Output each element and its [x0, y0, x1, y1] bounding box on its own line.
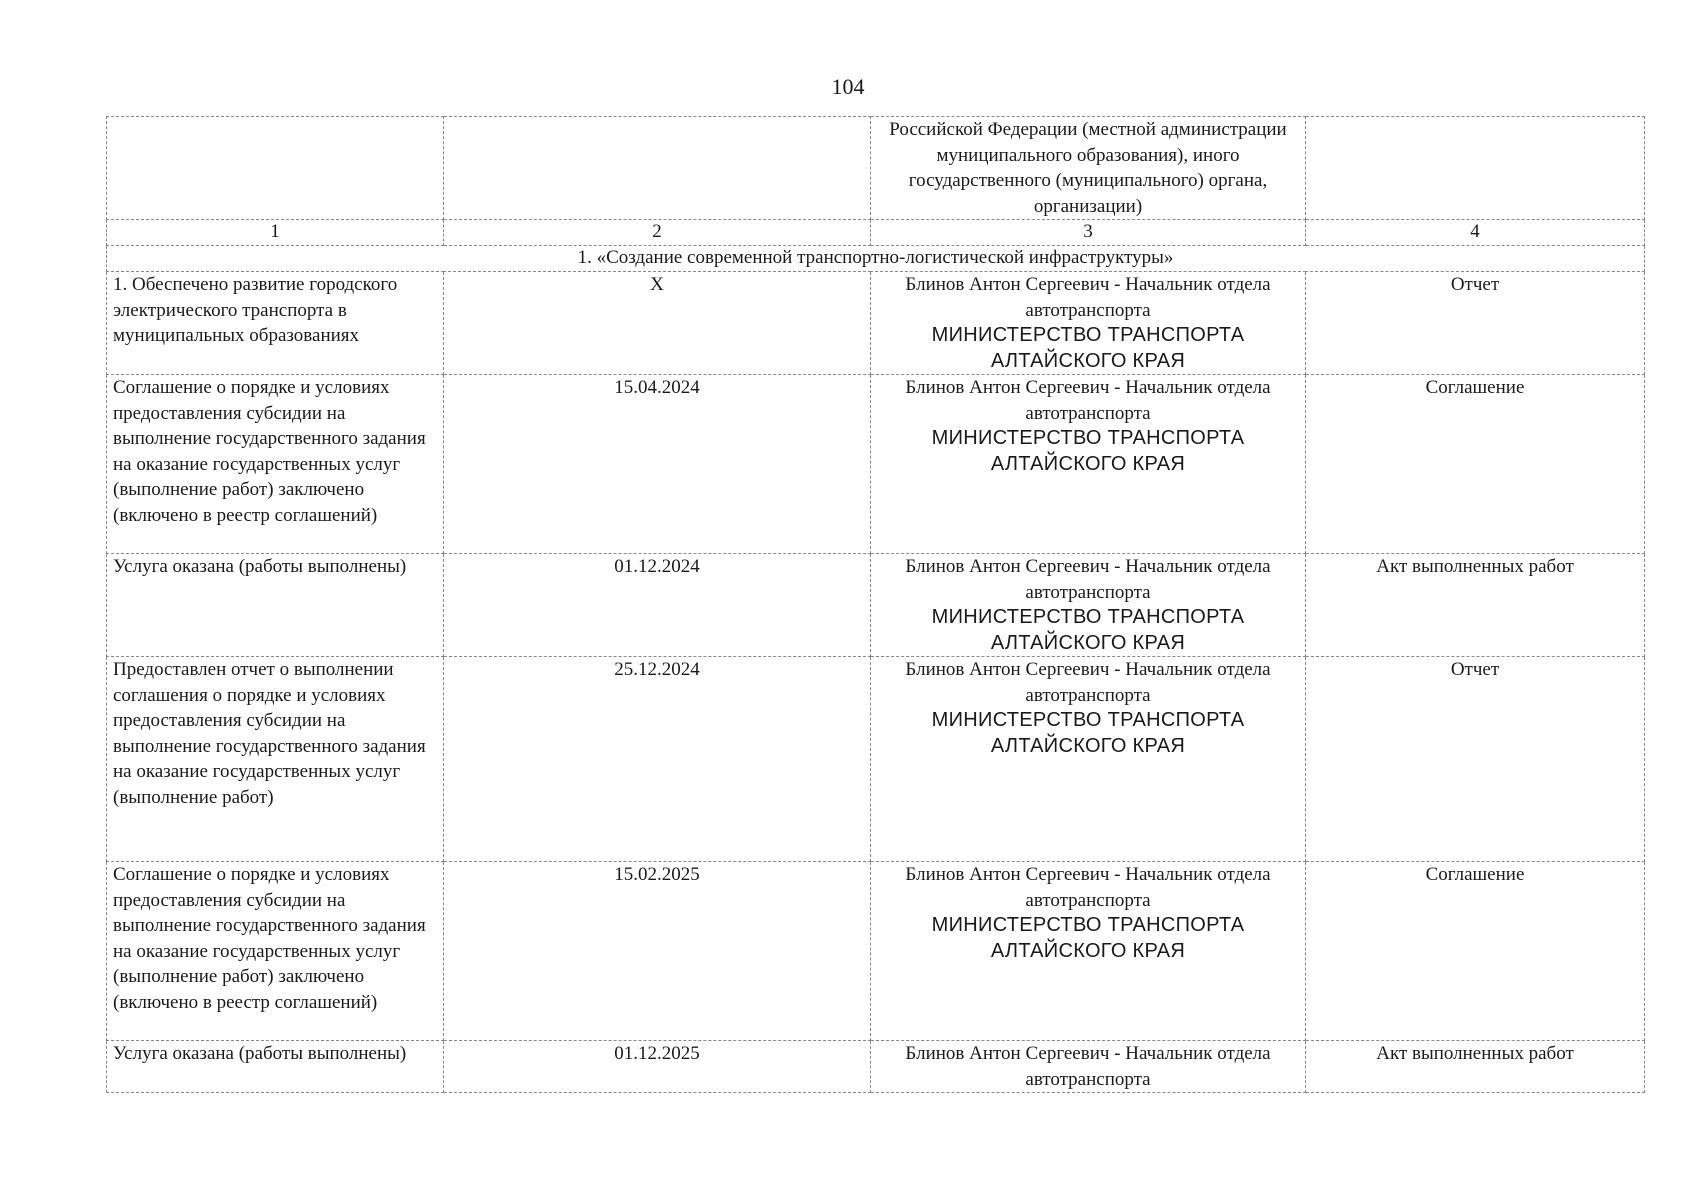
date-cell: 15.02.2025: [444, 862, 871, 1041]
responsible-org: МИНИСТЕРСТВО ТРАНСПОРТА АЛТАЙСКОГО КРАЯ: [931, 709, 1245, 757]
column-number: 3: [871, 220, 1306, 246]
table-row: [107, 1041, 1645, 1093]
column-number: 4: [1306, 220, 1645, 246]
section-title: 1. «Создание современной транспортно-логистической инфраструктуры»: [107, 246, 1645, 272]
responsible-person: Блинов Антон Сергеевич - Начальник отдела автотранспорта: [905, 377, 1271, 424]
event-cell: Предоставлен отчет о выполнении соглашения о порядке и условиях предоставления субсидии на выполнение государственного задания на оказание государственных услуг (выполнение работ): [107, 657, 444, 862]
responsible-cell: [871, 272, 1306, 375]
table-row: [107, 657, 1645, 862]
responsible-person: Блинов Антон Сергеевич - Начальник отдела автотранспорта: [905, 556, 1271, 603]
document-cell: Отчет: [1306, 657, 1645, 862]
responsible-org: МИНИСТЕРСТВО ТРАНСПОРТА АЛТАЙСКОГО КРАЯ: [931, 427, 1245, 475]
responsible-person: Блинов Антон Сергеевич - Начальник отдела автотранспорта: [905, 1043, 1271, 1090]
header-cell-2: [444, 117, 871, 220]
header-cell-1: [107, 117, 444, 220]
document-cell: Акт выполненных работ: [1306, 1041, 1645, 1093]
document-cell: Отчет: [1306, 272, 1645, 375]
responsible-cell: [871, 554, 1306, 657]
date-cell: 25.12.2024: [444, 657, 871, 862]
responsible-cell: [871, 862, 1306, 1041]
date-cell: X: [444, 272, 871, 375]
responsible-cell: [871, 657, 1306, 862]
date-cell: 15.04.2024: [444, 375, 871, 554]
date-cell: 01.12.2025: [444, 1041, 871, 1093]
table-row: [107, 862, 1645, 1041]
event-cell: Услуга оказана (работы выполнены): [107, 1041, 444, 1093]
date-cell: 01.12.2024: [444, 554, 871, 657]
column-number: 2: [444, 220, 871, 246]
event-cell: Соглашение о порядке и условиях предоставления субсидии на выполнение государственного задания на оказание государственных услуг (выполнение работ) заключено (включено в реестр соглашений): [107, 375, 444, 554]
table-row: [107, 375, 1645, 554]
document-cell: Соглашение: [1306, 375, 1645, 554]
table-row: [107, 272, 1645, 375]
control-points-table: [106, 116, 1645, 1093]
responsible-person: Блинов Антон Сергеевич - Начальник отдела автотранспорта: [905, 864, 1271, 911]
event-cell: 1. Обеспечено развитие городского электрического транспорта в муниципальных образованиях: [107, 272, 444, 375]
responsible-org: МИНИСТЕРСТВО ТРАНСПОРТА АЛТАЙСКОГО КРАЯ: [931, 914, 1245, 962]
responsible-cell: [871, 375, 1306, 554]
header-continuation-row: [107, 117, 1645, 220]
responsible-org: МИНИСТЕРСТВО ТРАНСПОРТА АЛТАЙСКОГО КРАЯ: [931, 606, 1245, 654]
section-row: [107, 246, 1645, 272]
responsible-org: МИНИСТЕРСТВО ТРАНСПОРТА АЛТАЙСКОГО КРАЯ: [931, 324, 1245, 372]
event-cell: Услуга оказана (работы выполнены): [107, 554, 444, 657]
responsible-person: Блинов Антон Сергеевич - Начальник отдела автотранспорта: [905, 274, 1271, 321]
header-cell-4: [1306, 117, 1645, 220]
header-cell-3: Российской Федерации (местной администрации муниципального образования), иного государственного (муниципального) органа, организации): [871, 117, 1306, 220]
document-cell: Акт выполненных работ: [1306, 554, 1645, 657]
table-row: [107, 554, 1645, 657]
column-number: 1: [107, 220, 444, 246]
column-number-row: [107, 220, 1645, 246]
document-cell: Соглашение: [1306, 862, 1645, 1041]
responsible-cell: [871, 1041, 1306, 1093]
responsible-person: Блинов Антон Сергеевич - Начальник отдела автотранспорта: [905, 659, 1271, 706]
event-cell: Соглашение о порядке и условиях предоставления субсидии на выполнение государственного задания на оказание государственных услуг (выполнение работ) заключено (включено в реестр соглашений): [107, 862, 444, 1041]
page-number: 104: [831, 74, 865, 99]
